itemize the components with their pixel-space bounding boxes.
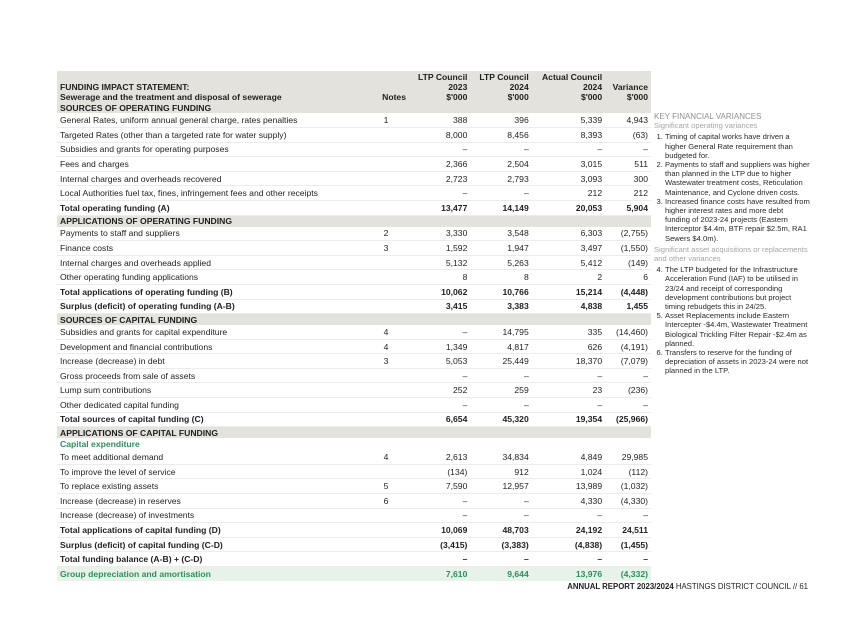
row-label: Payments to staff and suppliers [57, 227, 363, 241]
cell-actual-2024: 1,024 [532, 464, 605, 479]
table-row [57, 339, 651, 354]
cell-ltp-2023: 5,053 [409, 354, 470, 369]
table-row [57, 398, 651, 413]
capital-variances-heading: Significant asset acquisitions or replacements and other variances [654, 244, 808, 264]
row-note [363, 127, 409, 142]
cell-ltp-2023: 2,723 [409, 171, 470, 186]
footer-report-title: ANNUAL REPORT 2023/2024 [567, 582, 674, 591]
row-note: 2 [363, 227, 409, 241]
cell-ltp-2023: 8,000 [409, 127, 470, 142]
cell-actual-2024: – [532, 398, 605, 413]
table-row [57, 354, 651, 369]
depreciation-row [57, 567, 651, 582]
cell-ltp-2023: 388 [409, 113, 470, 127]
cell-variance: – [605, 142, 651, 157]
cell-ltp-2024: – [470, 508, 531, 523]
cell-variance: – [605, 398, 651, 413]
cell-variance: (2,755) [605, 227, 651, 241]
cell-variance: – [605, 552, 651, 567]
operating-variances-list [654, 132, 810, 242]
column-header-ltp-2023 [409, 71, 470, 102]
key-financial-variances-panel [654, 112, 810, 378]
funding-impact-statement-table [57, 71, 651, 581]
row-label: Development and financial contributions [57, 339, 363, 354]
table-row [57, 479, 651, 494]
cell-ltp-2023: (134) [409, 464, 470, 479]
cell-actual-2024: – [532, 142, 605, 157]
section-header-row [57, 215, 651, 227]
cell-ltp-2024: 259 [470, 383, 531, 398]
cell-variance: 1,455 [605, 299, 651, 314]
row-label: Total applications of capital funding (D) [57, 523, 363, 538]
row-label: To replace existing assets [57, 479, 363, 494]
cell-ltp-2024: 14,795 [470, 325, 531, 339]
cell-ltp-2024: – [470, 398, 531, 413]
cell-variance: 4,943 [605, 113, 651, 127]
row-label: Surplus (deficit) of capital funding (C-D) [57, 537, 363, 552]
cell-ltp-2024: – [470, 142, 531, 157]
cell-variance: 29,985 [605, 450, 651, 464]
cell-variance: (4,330) [605, 494, 651, 509]
row-note [363, 157, 409, 172]
cell-ltp-2023: 10,069 [409, 523, 470, 538]
table-title-line1: FUNDING IMPACT STATEMENT: [60, 81, 190, 92]
row-label: Total sources of capital funding (C) [57, 412, 363, 427]
cell-ltp-2024: – [470, 494, 531, 509]
column-header-line: $'000 [507, 91, 529, 102]
row-label: Surplus (deficit) of operating funding (A-B) [57, 299, 363, 314]
variance-note-3: 3. Increased finance costs have resulted from higher interest rates and more debt funding of 2023-24 projects (Eastern Interceptor $4.4m, BTF repair $2.5m, RA1 Sewers $4.0m). [665, 197, 810, 243]
cell-ltp-2023: 7,590 [409, 479, 470, 494]
cell-actual-2024: 18,370 [532, 354, 605, 369]
cell-variance: (7,079) [605, 354, 651, 369]
cell-variance: (1,455) [605, 537, 651, 552]
row-label: Fees and charges [57, 157, 363, 172]
row-note [363, 464, 409, 479]
cell-variance: (4,332) [605, 567, 651, 582]
cell-ltp-2024: 25,449 [470, 354, 531, 369]
cell-ltp-2023: – [409, 325, 470, 339]
cell-variance: (4,191) [605, 339, 651, 354]
column-header-actual-2024 [532, 71, 605, 102]
table-header-row [57, 71, 651, 102]
cell-actual-2024: 5,339 [532, 113, 605, 127]
cell-ltp-2023: 3,330 [409, 227, 470, 241]
cell-ltp-2023: – [409, 508, 470, 523]
row-note [363, 508, 409, 523]
section-header-row [57, 427, 651, 439]
cell-variance: 5,904 [605, 200, 651, 215]
table-row [57, 450, 651, 464]
cell-actual-2024: 2 [532, 270, 605, 285]
table-row [57, 241, 651, 256]
cell-ltp-2023: 2,366 [409, 157, 470, 172]
row-note [363, 523, 409, 538]
cell-actual-2024: 5,412 [532, 255, 605, 270]
footer-council-page: HASTINGS DISTRICT COUNCIL // 61 [673, 582, 808, 591]
cell-actual-2024: 13,989 [532, 479, 605, 494]
cell-actual-2024: 3,093 [532, 171, 605, 186]
subsection-header-row [57, 438, 651, 450]
cell-actual-2024: 24,192 [532, 523, 605, 538]
cell-ltp-2024: 2,793 [470, 171, 531, 186]
cell-actual-2024: – [532, 508, 605, 523]
cell-actual-2024: 3,015 [532, 157, 605, 172]
cell-actual-2024: 4,838 [532, 299, 605, 314]
row-label: Group depreciation and amortisation [57, 567, 363, 582]
cell-actual-2024: 23 [532, 383, 605, 398]
cell-actual-2024: 3,497 [532, 241, 605, 256]
cell-variance: (236) [605, 383, 651, 398]
table-row [57, 127, 651, 142]
table-row [57, 186, 651, 201]
variance-note-2: 2. Payments to staff and suppliers was higher than planned in the LTP due to higher Wastewater treatment costs, Reticulation Maintenance, and Cyclone driven costs. [665, 160, 810, 197]
table-title-line2: Sewerage and the treatment and disposal of sewerage [60, 91, 282, 102]
cell-ltp-2024: 5,263 [470, 255, 531, 270]
cell-ltp-2024: 396 [470, 113, 531, 127]
table-body [57, 102, 651, 581]
cell-variance: 300 [605, 171, 651, 186]
variance-note-5: 5. Asset Replacements include Eastern Intercepter -$4.4m, Wastewater Treatment Biological Trickling Filter Repair -$2.4m as planned. [665, 311, 810, 348]
cell-actual-2024: 6,303 [532, 227, 605, 241]
table-row [57, 227, 651, 241]
row-note [363, 200, 409, 215]
cell-variance: (149) [605, 255, 651, 270]
variance-note-6: 6. Transfers to reserve for the funding of depreciation of assets in 2023-24 were not planned in the LTP. [665, 348, 810, 376]
cell-ltp-2024: 912 [470, 464, 531, 479]
cell-ltp-2024: 48,703 [470, 523, 531, 538]
row-label: Finance costs [57, 241, 363, 256]
row-note [363, 412, 409, 427]
cell-ltp-2024: 1,947 [470, 241, 531, 256]
table-row [57, 383, 651, 398]
cell-ltp-2024: 3,383 [470, 299, 531, 314]
row-note [363, 284, 409, 299]
cell-actual-2024: 626 [532, 339, 605, 354]
row-note [363, 142, 409, 157]
cell-ltp-2024: 10,766 [470, 284, 531, 299]
row-label: Internal charges and overheads applied [57, 255, 363, 270]
cell-ltp-2024: 14,149 [470, 200, 531, 215]
cell-ltp-2023: – [409, 494, 470, 509]
table-row [57, 464, 651, 479]
row-note: 3 [363, 241, 409, 256]
cell-ltp-2023: 7,610 [409, 567, 470, 582]
cell-ltp-2024: 8,456 [470, 127, 531, 142]
cell-variance: 511 [605, 157, 651, 172]
cell-ltp-2024: (3,383) [470, 537, 531, 552]
row-label: General Rates, uniform annual general charge, rates penalties [57, 113, 363, 127]
row-note: 4 [363, 339, 409, 354]
cell-ltp-2023: 2,613 [409, 450, 470, 464]
variance-note-1: 1. Timing of capital works have driven a higher General Rate requirement than budgeted for. [665, 132, 810, 160]
row-label: Other operating funding applications [57, 270, 363, 285]
row-note: 5 [363, 479, 409, 494]
total-row [57, 200, 651, 215]
column-header-line: 2023 [448, 81, 468, 92]
total-row [57, 412, 651, 427]
operating-variances-heading: Significant operating variances [654, 121, 758, 131]
column-header-line: LTP Council [418, 72, 468, 82]
column-header-line: $'000 [626, 91, 648, 102]
column-header-line: $'000 [446, 91, 468, 102]
table-row [57, 325, 651, 339]
section-title: SOURCES OF CAPITAL FUNDING [57, 314, 651, 326]
cell-ltp-2023: 5,132 [409, 255, 470, 270]
cell-variance: (1,032) [605, 479, 651, 494]
column-header-line: 2024 [583, 81, 603, 92]
row-note [363, 186, 409, 201]
row-label: Subsidies and grants for capital expenditure [57, 325, 363, 339]
cell-ltp-2023: 8 [409, 270, 470, 285]
cell-ltp-2023: – [409, 368, 470, 383]
column-header-variance [605, 71, 651, 102]
section-header-row [57, 314, 651, 326]
cell-actual-2024: 19,354 [532, 412, 605, 427]
cell-ltp-2023: – [409, 186, 470, 201]
cell-actual-2024: 15,214 [532, 284, 605, 299]
cell-variance: 6 [605, 270, 651, 285]
table-row [57, 157, 651, 172]
row-label: Targeted Rates (other than a targeted rate for water supply) [57, 127, 363, 142]
page-footer [567, 582, 808, 591]
section-header-row [57, 102, 651, 113]
cell-variance: 24,511 [605, 523, 651, 538]
cell-ltp-2024: 9,644 [470, 567, 531, 582]
row-label: Local Authorities fuel tax, fines, infringement fees and other receipts [57, 186, 363, 201]
cell-ltp-2023: 6,654 [409, 412, 470, 427]
total-row [57, 537, 651, 552]
cell-ltp-2024: – [470, 186, 531, 201]
row-note: 3 [363, 354, 409, 369]
table-row [57, 171, 651, 186]
cell-ltp-2024: – [470, 368, 531, 383]
total-row [57, 284, 651, 299]
column-header-line: $'000 [580, 91, 603, 102]
cell-actual-2024: 13,976 [532, 567, 605, 582]
cell-variance: (63) [605, 127, 651, 142]
row-label: Increase (decrease) of investments [57, 508, 363, 523]
row-note [363, 299, 409, 314]
cell-ltp-2023: 10,062 [409, 284, 470, 299]
cell-actual-2024: (4,838) [532, 537, 605, 552]
row-label: Total funding balance (A-B) + (C-D) [57, 552, 363, 567]
row-note [363, 255, 409, 270]
cell-variance: (25,966) [605, 412, 651, 427]
cell-variance: – [605, 508, 651, 523]
row-label: Subsidies and grants for operating purposes [57, 142, 363, 157]
row-label: Total operating funding (A) [57, 200, 363, 215]
cell-actual-2024: 212 [532, 186, 605, 201]
cell-ltp-2023: (3,415) [409, 537, 470, 552]
cell-ltp-2023: – [409, 142, 470, 157]
column-header-line: Variance [612, 81, 648, 92]
cell-actual-2024: – [532, 552, 605, 567]
column-header-line: LTP Council [479, 72, 529, 82]
cell-ltp-2024: 8 [470, 270, 531, 285]
table-row [57, 508, 651, 523]
table-row [57, 368, 651, 383]
cell-ltp-2024: 34,834 [470, 450, 531, 464]
cell-ltp-2023: 13,477 [409, 200, 470, 215]
row-note: 4 [363, 450, 409, 464]
row-note [363, 567, 409, 582]
cell-actual-2024: 4,849 [532, 450, 605, 464]
row-label: Lump sum contributions [57, 383, 363, 398]
section-title: APPLICATIONS OF OPERATING FUNDING [57, 215, 651, 227]
row-label: Increase (decrease) in debt [57, 354, 363, 369]
row-note [363, 398, 409, 413]
row-label: Total applications of operating funding (B) [57, 284, 363, 299]
cell-variance: – [605, 368, 651, 383]
cell-variance: (14,460) [605, 325, 651, 339]
notes-column-header: Notes [363, 71, 409, 102]
capital-variances-list [654, 265, 810, 375]
table-title [57, 71, 363, 102]
cell-ltp-2023: 1,592 [409, 241, 470, 256]
column-header-ltp-2024 [470, 71, 531, 102]
row-note [363, 270, 409, 285]
row-label: Gross proceeds from sale of assets [57, 368, 363, 383]
cell-ltp-2024: 12,957 [470, 479, 531, 494]
cell-ltp-2024: 4,817 [470, 339, 531, 354]
cell-ltp-2023: 3,415 [409, 299, 470, 314]
column-header-line: Actual Council [541, 72, 603, 82]
total-row [57, 299, 651, 314]
section-title: APPLICATIONS OF CAPITAL FUNDING [57, 427, 651, 439]
cell-ltp-2023: – [409, 398, 470, 413]
row-note [363, 171, 409, 186]
row-label: Increase (decrease) in reserves [57, 494, 363, 509]
cell-variance: 212 [605, 186, 651, 201]
cell-variance: (4,448) [605, 284, 651, 299]
cell-ltp-2023: 1,349 [409, 339, 470, 354]
cell-ltp-2023: – [409, 552, 470, 567]
cell-ltp-2024: – [470, 552, 531, 567]
cell-actual-2024: 8,393 [532, 127, 605, 142]
column-header-line: 2024 [509, 81, 529, 92]
cell-ltp-2024: 45,320 [470, 412, 531, 427]
row-note [363, 368, 409, 383]
table-row [57, 255, 651, 270]
row-label: To meet additional demand [57, 450, 363, 464]
cell-ltp-2024: 2,504 [470, 157, 531, 172]
cell-variance: (112) [605, 464, 651, 479]
row-note: 4 [363, 325, 409, 339]
cell-ltp-2024: 3,548 [470, 227, 531, 241]
row-note: 1 [363, 113, 409, 127]
cell-actual-2024: – [532, 368, 605, 383]
cell-ltp-2023: 252 [409, 383, 470, 398]
row-note: 6 [363, 494, 409, 509]
table-row [57, 142, 651, 157]
cell-actual-2024: 335 [532, 325, 605, 339]
cell-variance: (1,550) [605, 241, 651, 256]
row-label: To improve the level of service [57, 464, 363, 479]
section-title: SOURCES OF OPERATING FUNDING [57, 102, 651, 113]
table-row [57, 494, 651, 509]
total-row [57, 523, 651, 538]
row-note [363, 537, 409, 552]
table-row [57, 113, 651, 127]
variance-note-4: 4. The LTP budgeted for the Infrastructure Acceleration Fund (IAF) to be utilised in 23/24 and receipt of corresponding development contributions but project timing rebudgets this in 24/25. [665, 265, 810, 311]
total-row [57, 552, 651, 567]
row-label: Internal charges and overheads recovered [57, 171, 363, 186]
variances-title: KEY FINANCIAL VARIANCES [654, 112, 762, 121]
cell-actual-2024: 4,330 [532, 494, 605, 509]
row-note [363, 383, 409, 398]
cell-actual-2024: 20,053 [532, 200, 605, 215]
subsection-title: Capital expenditure [60, 439, 140, 450]
row-note [363, 552, 409, 567]
table-row [57, 270, 651, 285]
row-label: Other dedicated capital funding [57, 398, 363, 413]
